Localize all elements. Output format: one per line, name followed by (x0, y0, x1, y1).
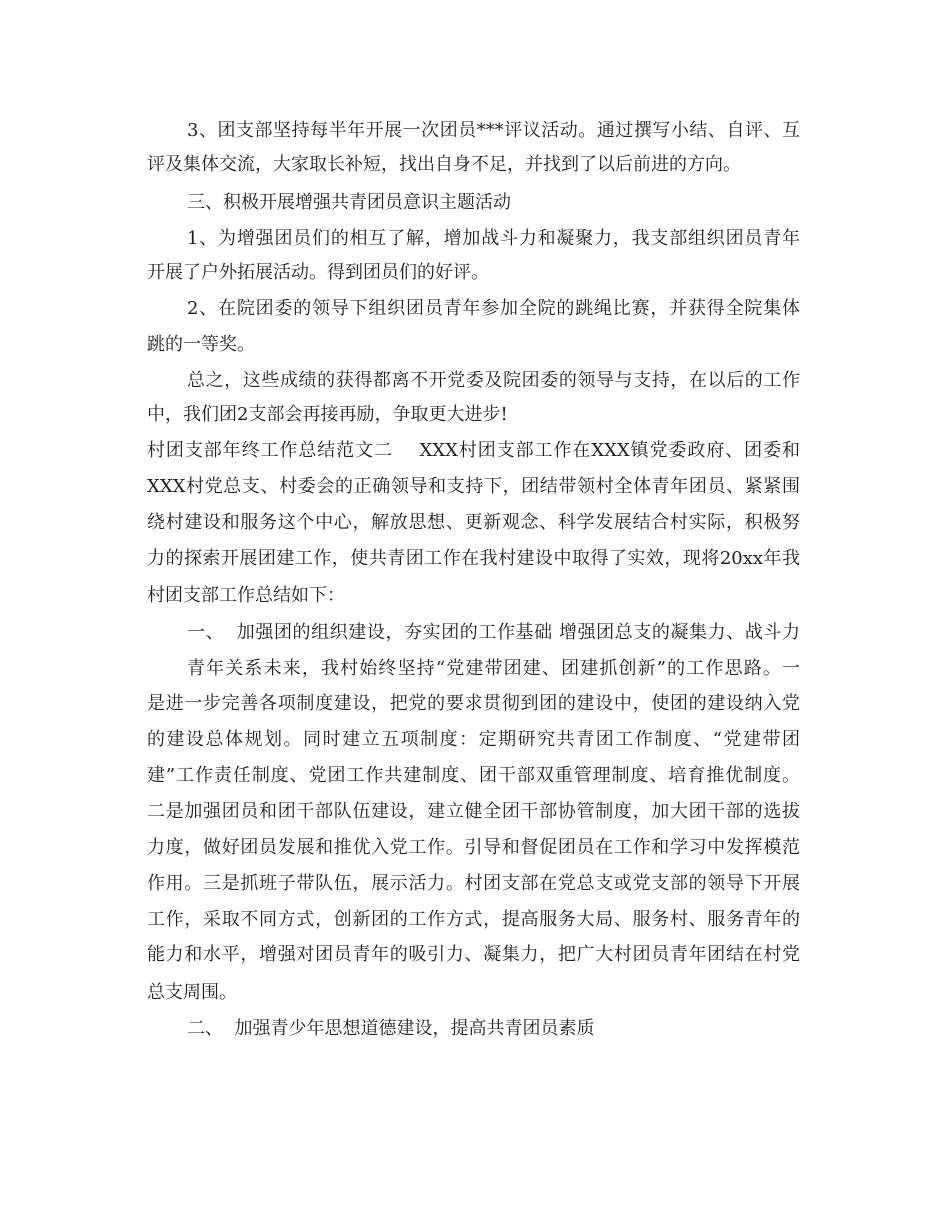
text-line: 绕村建设和服务这个中心，解放思想、更新观念、科学发展结合村实际，积极努 (147, 512, 800, 533)
text-line: 建”工作责任制度、党团工作共建制度、团干部双重管理制度、培育推优制度。 (147, 765, 800, 786)
text-line: 的建设总体规划。同时建立五项制度：定期研究共青团工作制度、“党建带团 (147, 729, 800, 750)
text-line: 总支周围。 (147, 982, 237, 1003)
text-line: 1、为增强团员们的相互了解，增加战斗力和凝聚力，我支部组织团员青年 (187, 228, 800, 249)
text-line: 评及集体交流，大家取长补短，找出自身不足，并找到了以后前进的方向。 (147, 154, 741, 175)
text-line: 是进一步完善各项制度建设，把党的要求贯彻到团的建设中，使团的建设纳入党 (147, 693, 800, 714)
text-line: 总之，这些成绩的获得都离不开党委及院团委的领导与支持，在以后的工作 (187, 370, 800, 391)
text-line: 二是加强团员和团干部队伍建设，建立健全团干部协管制度，加大团干部的选拔 (147, 801, 800, 822)
text-line: 村团支部工作总结如下： (147, 585, 345, 606)
text-line: XXX村党总支、村委会的正确领导和支持下，团结带领村全体青年团员、紧紧围 (147, 476, 800, 497)
text-line: 开展了户外拓展活动。得到团员们的好评。 (147, 262, 489, 283)
text-line: 中，我们团2支部会再接再励，争取更大进步! (147, 404, 508, 425)
heading-line: 二、 加强青少年思想道德建设，提高共青团员素质 (187, 1018, 595, 1039)
text-line: 力度，做好团员发展和推优入党工作。引导和督促团员在工作和学习中发挥模范 (147, 837, 800, 858)
text-line: 作用。三是抓班子带队伍，展示活力。村团支部在党总支或党支部的领导下开展 (147, 873, 800, 894)
heading-line: 三、积极开展增强共青团员意识主题活动 (187, 192, 511, 213)
text-line: 工作，采取不同方式，创新团的工作方式，提高服务大局、服务村、服务青年的 (147, 909, 800, 930)
text-line: 2、在院团委的领导下组织团员青年参加全院的跳绳比赛，并获得全院集体 (187, 298, 800, 319)
text-line: 3、团支部坚持每半年开展一次团员***评议活动。通过撰写小结、自评、互 (187, 120, 800, 141)
text-line: 村团支部年终工作总结范文二 XXX村团支部工作在XXX镇党委政府、团委和 (147, 440, 800, 461)
text-line: 跳的一等奖。 (147, 334, 255, 355)
text-line: 青年关系未来，我村始终坚持“党建带团建、团建抓创新”的工作思路。一 (187, 658, 800, 679)
heading-line: 一、 加强团的组织建设，夯实团的工作基础 增强团总支的凝集力、战斗力 (187, 622, 800, 643)
text-line: 力的探索开展团建工作，使共青团工作在我村建设中取得了实效，现将20xx年我 (147, 548, 800, 569)
text-line: 能力和水平，增强对团员青年的吸引力、凝集力，把广大村团员青年团结在村党 (147, 944, 800, 965)
